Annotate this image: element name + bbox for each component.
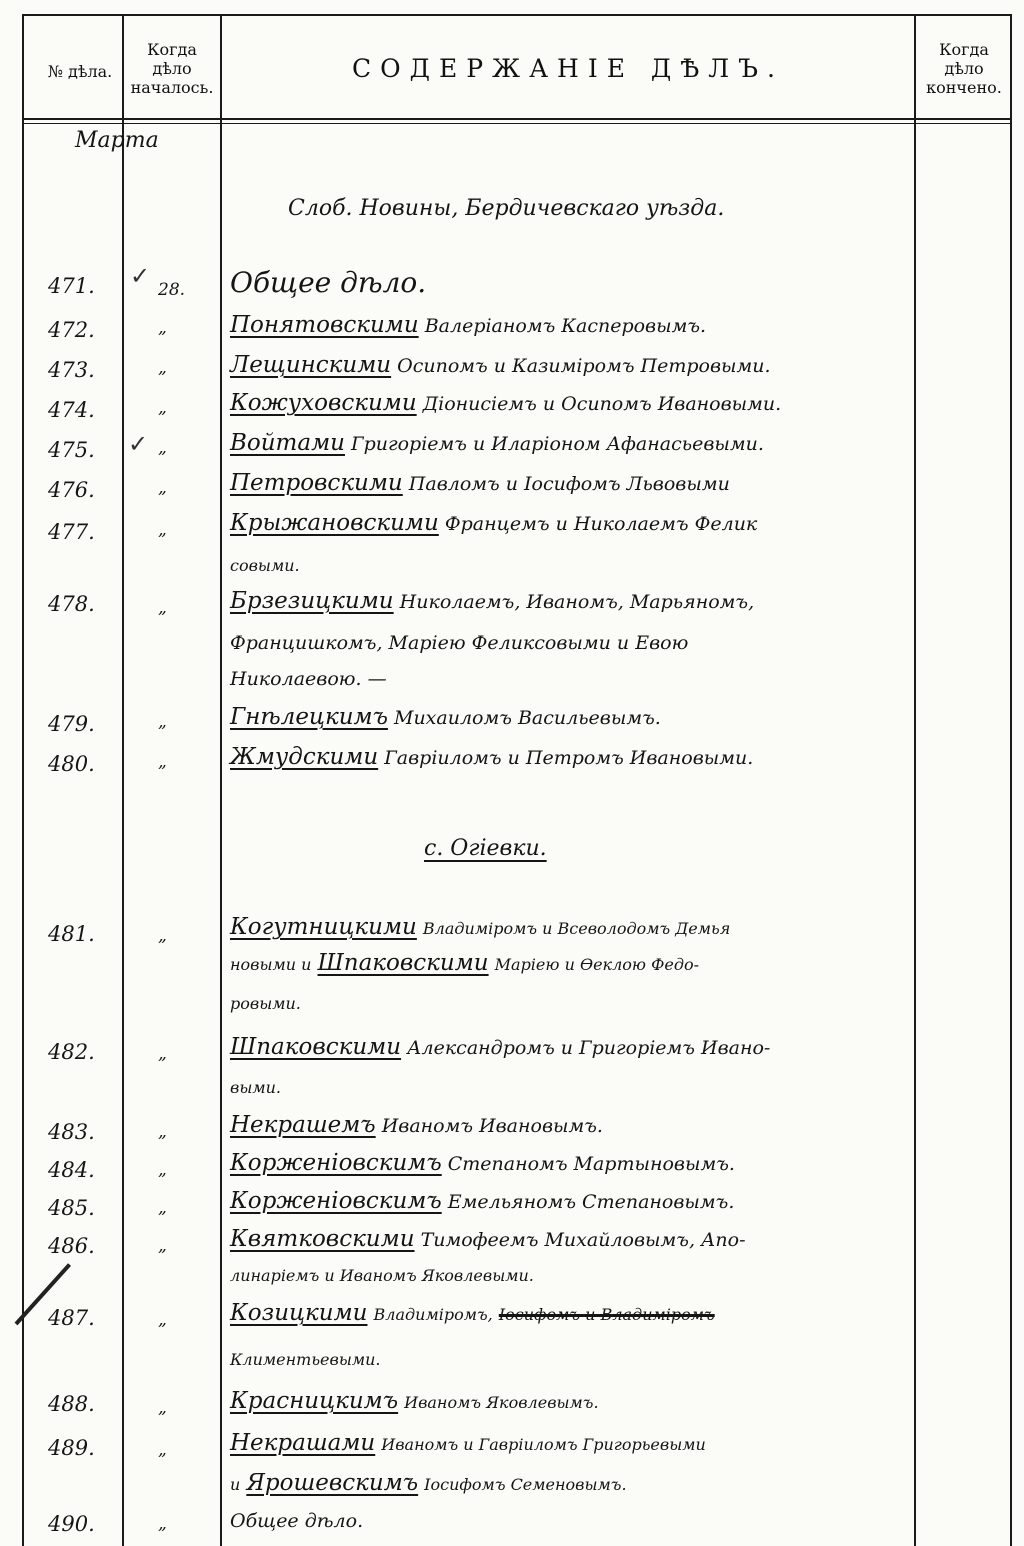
entry-date: „: [158, 398, 167, 418]
entry-surname: Когутницкими: [230, 914, 417, 940]
entry-surname: Козицкими: [230, 1300, 368, 1326]
entry-date: „: [158, 1160, 167, 1180]
entry-line: [230, 312, 706, 338]
entry-text: Николаемъ, Иваномъ, Марьяномъ,: [399, 591, 755, 613]
struck-text: Іосифомъ и Владиміромъ: [498, 1305, 715, 1324]
entry-text: Валеріаномъ Каспеpовымъ.: [424, 315, 707, 337]
entry-surname: Гнѣлецкимъ: [230, 704, 388, 730]
entry-date: „: [158, 598, 167, 618]
entry-number: 482.: [48, 1040, 95, 1064]
entry-continuation: линаріемъ и Иваномъ Яковлевыми.: [230, 1266, 534, 1285]
section-title-ogievka: с. Огіевки.: [424, 836, 547, 861]
entry-line: [230, 390, 781, 416]
entry-number: 473.: [48, 358, 95, 382]
entry-date: „: [158, 1198, 167, 1218]
entry-surname-2: Шпаковскими: [317, 950, 489, 976]
entry-surname: Шпаковскими: [230, 1034, 402, 1060]
section-title-novyny: Слоб. Новины, Бердичевскаго уѣзда.: [288, 196, 725, 221]
entry-date: „: [158, 1122, 167, 1142]
entry-continuation: Францишкомъ, Маріею Феликсовыми и Евою: [230, 632, 689, 654]
entry-number: 481.: [48, 922, 95, 946]
entry-line: [230, 1226, 746, 1252]
entry-line: [230, 1300, 715, 1326]
entry-number: 475.: [48, 438, 95, 462]
entry-number: 480.: [48, 752, 95, 776]
entry-number: 487.: [48, 1306, 95, 1330]
entry-line: [230, 510, 757, 536]
entry-surname: Жмудскими: [230, 744, 379, 770]
entry-text: Общее дѣло.: [230, 1510, 364, 1532]
entry-number: 483.: [48, 1120, 95, 1144]
entry-date: „: [158, 318, 167, 338]
entry-date: „: [158, 438, 167, 458]
entry-line: [230, 1388, 599, 1414]
entry-continuation: [230, 1470, 627, 1496]
entry-continuation-text: Іосифомъ Семеновымъ.: [424, 1475, 627, 1494]
column-divider-finished: [914, 14, 916, 1546]
entry-continuation-prefix: новыми и: [230, 955, 312, 974]
entry-number: 471.: [48, 274, 95, 298]
header-finished: Когда дѣло кончено.: [926, 39, 1002, 97]
entry-continuation: Климентьевыми.: [230, 1350, 381, 1369]
entry-text: Иваномъ и Гавріиломъ Григорьевыми: [381, 1435, 706, 1454]
entry-line: [230, 1034, 770, 1060]
entry-number: 484.: [48, 1158, 95, 1182]
entry-surname-2: Ярошевскимъ: [246, 1470, 419, 1496]
entry-number: 472.: [48, 318, 95, 342]
entry-surname: Корженіовскимъ: [230, 1150, 442, 1176]
entry-date: 28.: [158, 280, 186, 300]
entry-continuation-2: Николаевою. —: [230, 668, 387, 690]
entry-text: Общее дѣло.: [230, 266, 427, 299]
entry-surname: Корженіовскимъ: [230, 1188, 442, 1214]
entry-surname: Красницкимъ: [230, 1388, 399, 1414]
entry-date: „: [158, 358, 167, 378]
entry-date: „: [158, 520, 167, 540]
entry-number: 485.: [48, 1196, 95, 1220]
entry-date: „: [158, 926, 167, 946]
entry-surname: Некрашами: [230, 1430, 376, 1456]
header-contents: СОДЕРЖАНІЕ ДѢЛЪ.: [352, 53, 784, 83]
entry-text: Тимофеемъ Михайловымъ, Апо-: [420, 1229, 746, 1251]
entry-date: „: [158, 1440, 167, 1460]
entry-text: Гавріиломъ и Петромъ Ивановыми.: [384, 747, 754, 769]
column-divider-number: [122, 14, 124, 1546]
entry-line: [230, 914, 730, 940]
entry-surname: Петровскими: [230, 470, 403, 496]
entry-surname: Брзезицкими: [230, 588, 394, 614]
entry-number: 489.: [48, 1436, 95, 1460]
check-mark: ✓: [130, 262, 151, 290]
header-bottom-rule-2: [22, 123, 1012, 124]
entry-number: 490.: [48, 1512, 95, 1536]
entry-surname: Некрашемъ: [230, 1112, 376, 1138]
entry-number: 476.: [48, 478, 95, 502]
entry-text: Діонисіемъ и Осипомъ Ивановыми.: [422, 393, 782, 415]
entry-text: Францемъ и Николаемъ Фелик: [444, 513, 758, 535]
entry-line: [230, 744, 753, 770]
entry-date: „: [158, 1044, 167, 1064]
entry-text: Павломъ и Іосифомъ Львовыми: [408, 473, 730, 495]
entry-text: Григоріемъ и Иларіоном Афанасьевыми.: [351, 433, 764, 455]
entry-text: Емельяномъ Степановымъ.: [447, 1191, 735, 1213]
entry-text: Иваномъ Ивановымъ.: [381, 1115, 603, 1137]
header-bottom-rule: [22, 118, 1012, 120]
entry-line: [230, 1430, 706, 1456]
entry-surname: Кожуховскими: [230, 390, 417, 416]
entry-line: [230, 470, 730, 496]
entry-line: [230, 1150, 735, 1176]
entry-number: 479.: [48, 712, 95, 736]
entry-continuation-prefix: и: [230, 1475, 241, 1494]
entry-number: 474.: [48, 398, 95, 422]
entry-number: 486.: [48, 1234, 95, 1258]
entry-line: [230, 430, 764, 456]
entry-date: „: [158, 1236, 167, 1256]
entry-line: [230, 588, 754, 614]
entry-surname: Лещинскими: [230, 352, 392, 378]
column-divider-started: [220, 14, 222, 1546]
entry-text: Михаиломъ Васильевымъ.: [393, 707, 661, 729]
entry-date: „: [158, 1514, 167, 1534]
entry-number: 478.: [48, 592, 95, 616]
entry-date: „: [158, 1398, 167, 1418]
entry-continuation: [230, 950, 699, 976]
entry-text: Владиміромъ,: [373, 1305, 493, 1324]
entry-line: [230, 704, 661, 730]
entry-date: „: [158, 1310, 167, 1330]
entry-text: Владиміромъ и Всеволодомъ Демья: [422, 919, 731, 938]
entry-surname: Крыжановскими: [230, 510, 439, 536]
entry-continuation: выми.: [230, 1078, 281, 1097]
entry-number: 488.: [48, 1392, 95, 1416]
entry-surname: Квятковскими: [230, 1226, 415, 1252]
entry-continuation-text: Маріею и Ѳеклою Федо-: [494, 955, 700, 974]
entry-text: Александромъ и Григоріемъ Ивано-: [407, 1037, 771, 1059]
entry-text: Осипомъ и Казиміромъ Петровыми.: [397, 355, 771, 377]
entry-surname: Понятовскими: [230, 312, 419, 338]
entry-line: [230, 1188, 734, 1214]
entry-date: „: [158, 752, 167, 772]
entry-surname: Войтами: [230, 430, 345, 456]
entry-line: [230, 352, 771, 378]
entry-number: 477.: [48, 520, 95, 544]
header-number: № дѣла.: [47, 61, 113, 81]
entry-text: Иваномъ Яковлевымъ.: [404, 1393, 599, 1412]
entry-date: „: [158, 712, 167, 732]
header-started: Когда дѣло началось.: [130, 39, 214, 97]
entry-line: [230, 1112, 603, 1138]
month-label: Марта: [75, 128, 159, 153]
entry-continuation: совыми.: [230, 556, 300, 575]
check-mark: ✓: [128, 430, 149, 458]
entry-text: Степаномъ Мартыновымъ.: [447, 1153, 735, 1175]
entry-continuation-2: ровыми.: [230, 994, 301, 1013]
entry-date: „: [158, 478, 167, 498]
